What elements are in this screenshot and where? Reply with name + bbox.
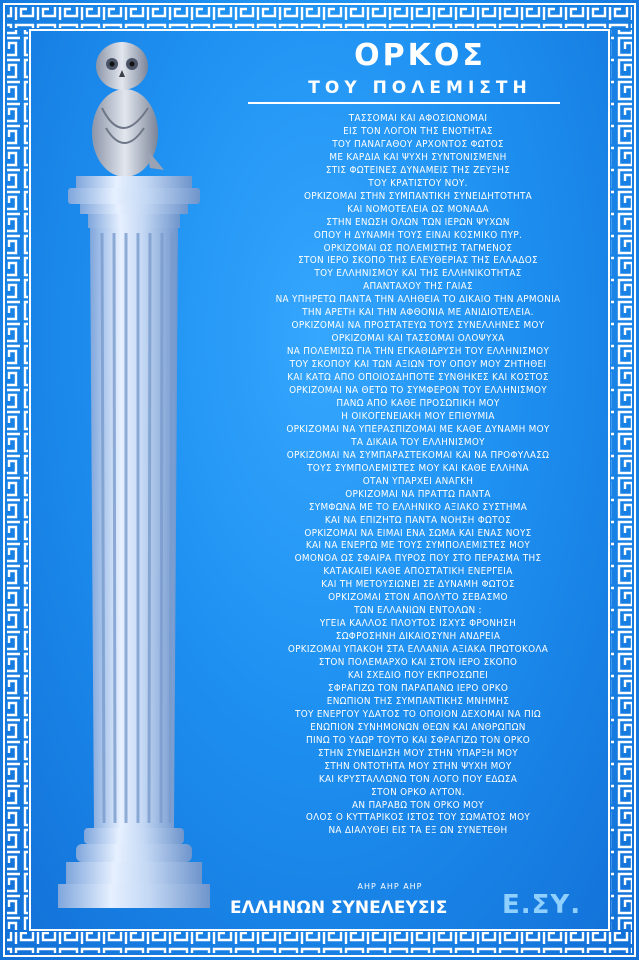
oath-line: ΣΦΡΑΓΙΖΩ ΤΟΝ ΠΑΡΑΠΑΝΩ ΙΕΡΟ ΟΡΚΟ xyxy=(327,682,509,694)
oath-line: ΤΟΥΣ ΣΥΜΠΟΛΕΜΙΣΤΕΣ ΜΟΥ ΚΑΙ ΚΑΘΕ ΕΛΛΗΝΑ xyxy=(307,462,529,474)
oath-line: ΝΑ ΠΟΛΕΜΙΣΩ ΓΙΑ ΤΗΝ ΕΓΚΑΘΙΔΡΥΣΗ ΤΟΥ ΕΛΛΗΝΙΣΜΟΥ xyxy=(286,346,550,358)
oath-line: ΥΓΕΙΑ ΚΑΛΛΟΣ ΠΛΟΥΤΟΣ ΙΣΧΥΣ ΦΡΟΝΗΣΗ xyxy=(319,618,517,630)
oath-line: ΚΑΙ ΝΑ ΕΠΙΖΗΤΩ ΠΑΝΤΑ ΝΟΗΣΗ ΦΩΤΟΣ xyxy=(324,514,512,526)
oath-line: ΟΡΚΙΖΟΜΑΙ ΝΑ ΥΠΕΡΑΣΠΙΖΟΜΑΙ ΜΕ ΚΑΘΕ ΔΥΝΑΜΗ ΜΟΥ xyxy=(286,423,550,435)
oath-line: ΚΑΙ ΤΗ ΜΕΤΟΥΣΙΩΝΕΙ ΣΕ ΔΥΝΑΜΗ ΦΩΤΟΣ xyxy=(321,579,515,591)
oath-line: ΚΑΙ ΝΑ ΕΝΕΡΓΩ ΜΕ ΤΟΥΣ ΣΥΜΠΟΛΕΜΙΣΤΕΣ ΜΟΥ xyxy=(305,540,531,552)
oath-line: ΑΝ ΠΑΡΑΒΩ ΤΟΝ ΟΡΚΟ ΜΟΥ xyxy=(352,799,484,811)
oath-line: ΤΑΣΣΟΜΑΙ ΚΑΙ ΑΦΟΣΙΩΝΟΜΑΙ xyxy=(348,113,488,124)
oath-line: ΟΡΚΙΖΟΜΑΙ ΚΑΙ ΤΑΣΣΟΜΑΙ ΟΛΟΨΥΧΑ xyxy=(331,333,505,345)
oath-line: ΜΕ ΚΑΡΔΙΑ ΚΑΙ ΨΥΧΗ ΣΥΝΤΟΝΙΣΜΕΝΗ xyxy=(329,151,507,163)
owl-statue xyxy=(92,42,164,177)
oath-text xyxy=(208,113,628,838)
oath-line: ΟΡΚΙΖΟΜΑΙ ΣΤΗΝ ΣΥΜΠΑΝΤΙΚΗ ΣΥΝΕΙΔΗΤΟΤΗΤΑ xyxy=(303,190,533,202)
oath-line: ΣΤΟΝ ΟΡΚΟ ΑΥΤΟΝ. xyxy=(371,786,465,798)
oath-line: ΟΡΚΙΖΟΜΑΙ ΣΤΟΝ ΑΠΟΛΥΤΟ ΣΕΒΑΣΜΟ xyxy=(328,592,508,604)
oath-line: ΤΟΥ ΣΚΟΠΟΥ ΚΑΙ ΤΩΝ ΑΞΙΩΝ ΤΟΥ ΟΠΟΥ ΜΟΥ ΖΗΤΗΘΕΙ xyxy=(289,359,547,371)
subtitle-underline xyxy=(248,102,560,104)
oath-line: ΕΝΩΠΙΟΝ ΤΗΣ ΣΥΜΠΑΝΤΙΚΗΣ ΜΝΗΜΗΣ xyxy=(326,695,510,707)
oath-line: Η ΟΙΚΟΓΕΝΕΙΑΚΗ ΜΟΥ ΕΠΙΘΥΜΙΑ xyxy=(341,410,495,422)
oath-line: ΚΑΙ ΣΧΕΔΙΟ ΠΟΥ ΕΚΠΡΟΣΩΠΕΙ xyxy=(347,669,489,681)
oath-line: ΟΠΟΥ Η ΔΥΝΑΜΗ ΤΟΥΣ ΕΙΝΑΙ ΚΟΣΜΙΚΟ ΠΥΡ. xyxy=(313,229,523,241)
oath-line: ΚΑΙ ΚΑΤΩ ΑΠΟ ΟΠΟΙΟΣΔΗΠΟΤΕ ΣΥΝΘΗΚΕΣ ΚΑΙ ΚΟΣΤΟΣ xyxy=(287,372,549,384)
oath-line: ΟΡΚΙΖΟΜΑΙ ΝΑ ΘΕΤΩ ΤΟ ΣΥΜΦΕΡΟΝ ΤΟΥ ΕΛΛΗΝΙΣΜΟΥ xyxy=(289,385,547,397)
oath-line: ΤΟΥ ΕΛΛΗΝΙΣΜΟΥ ΚΑΙ ΤΗΣ ΕΛΛΗΝΙΚΟΤΗΤΑΣ xyxy=(314,268,522,280)
oath-line: ΟΛΟΣ Ο ΚΥΤΤΑΡΙΚΟΣ ΙΣΤΟΣ ΤΟΥ ΣΩΜΑΤΟΣ ΜΟΥ xyxy=(305,812,531,824)
oath-line: ΟΡΚΙΖΟΜΑΙ ΝΑ ΠΡΟΣΤΑΤΕΥΩ ΤΟΥΣ ΣΥΝΕΛΛΗΝΕΣ ΜΟΥ xyxy=(291,320,545,332)
amen-line: ΑΗΡ ΑΗΡ ΑΗΡ xyxy=(357,882,423,891)
oath-line: ΕΝΩΠΙΟΝ ΣΥΝΗΜΟΝΩΝ ΘΕΩΝ ΚΑΙ ΑΝΘΡΩΠΩΝ xyxy=(310,721,526,733)
oath-line: ΟΡΚΙΖΟΜΑΙ ΩΣ ΠΟΛΕΜΙΣΤΗΣ ΤΑΓΜΕΝΟΣ xyxy=(323,242,513,254)
poster-subtitle: ΤΟΥ ΠΟΛΕΜΙΣΤΗ xyxy=(308,78,532,98)
oath-line: ΣΩΦΡΟΣΗΝΗ ΔΙΚΑΙΟΣΥΝΗ ΑΝΔΡΕΙΑ xyxy=(335,631,501,643)
oath-line: ΟΡΚΙΖΟΜΑΙ ΝΑ ΕΙΜΑΙ ΕΝΑ ΣΩΜΑ ΚΑΙ ΕΝΑΣ ΝΟΥΣ xyxy=(304,527,532,539)
oath-line: ΠΑΝΩ ΑΠΟ ΚΑΘΕ ΠΡΟΣΩΠΙΚΗ ΜΟΥ xyxy=(336,397,500,409)
oath-line: ΤΑ ΔΙΚΑΙΑ ΤΟΥ ΕΛΛΗΝΙΣΜΟΥ xyxy=(351,436,485,448)
oath-line: ΑΠΑΝΤΑΧΟΥ ΤΗΣ ΓΑΙΑΣ xyxy=(363,281,473,293)
oath-line: ΚΑΙ ΚΡΥΣΤΑΛΛΩΝΩ ΤΟΝ ΛΟΓΟ ΠΟΥ ΕΔΩΣΑ xyxy=(318,773,518,785)
oath-line: ΝΑ ΔΙΑΛΥΘΕΙ ΕΙΣ ΤΑ ΕΞ ΩΝ ΣΥΝΕΤΕΘΗ xyxy=(328,825,508,837)
signature: ΕΛΛΗΝΩΝ ΣΥΝΕΛΕΥΣΙΣ xyxy=(230,898,448,918)
oath-line: ΤΗΝ ΑΡΕΤΗ ΚΑΙ ΤΗΝ ΑΦΘΟΝΙΑ ΜΕ ΑΝΙΔΙΟΤΕΛΕΙΑ. xyxy=(302,307,534,319)
oath-line: ΝΑ ΥΠΗΡΕΤΩ ΠΑΝΤΑ ΤΗΝ ΑΛΗΘΕΙΑ ΤΟ ΔΙΚΑΙΟ ΤΗΝ ΑΡΜΟΝΙΑ xyxy=(275,294,561,306)
oath-line: ΟΤΑΝ ΥΠΑΡΧΕΙ ΑΝΑΓΚΗ xyxy=(362,475,474,487)
oath-line: ΚΑΙ ΝΟΜΟΤΕΛΕΙΑ ΩΣ ΜΟΝΑΔΑ xyxy=(347,203,489,215)
ionic-column xyxy=(50,28,210,918)
oath-line: ΟΡΚΙΖΟΜΑΙ ΥΠΑΚΟΗ ΣΤΑ ΕΛΛΑΝΙΑ ΑΞΙΑΚΑ ΠΡΩΤΟΚΟΛΑ xyxy=(287,644,549,656)
oath-line: ΤΟΥ ΠΑΝΑΓΑΘΟΥ ΑΡΧΟΝΤΟΣ ΦΩΤΟΣ xyxy=(332,138,504,150)
oath-line: ΟΡΚΙΖΟΜΑΙ ΝΑ ΣΥΜΠΑΡΑΣΤΕΚΟΜΑΙ ΚΑΙ ΝΑ ΠΡΟΦΥΛΑΣΩ xyxy=(286,449,550,461)
oath-line: ΣΤΙΣ ΦΩΤΕΙΝΕΣ ΔΥΝΑΜΕΙΣ ΤΗΣ ΖΕΥΞΗΣ xyxy=(325,164,511,176)
oath-line: ΣΤΗΝ ΣΥΝΕΙΔΗΣΗ ΜΟΥ ΣΤΗΝ ΥΠΑΡΞΗ ΜΟΥ xyxy=(318,747,518,759)
oath-line: ΟΜΟΝΟΑ ΩΣ ΣΦΑΙΡΑ ΠΥΡΟΣ ΠΟΥ ΣΤΟ ΠΕΡΑΣΜΑ ΤΗΣ xyxy=(294,553,542,565)
oath-line: ΤΩΝ ΕΛΛΑΝΙΩΝ ΕΝΤΟΛΩΝ : xyxy=(354,605,482,617)
oath-line: ΠΙΝΩ ΤΟ ΥΔΩΡ ΤΟΥΤΟ ΚΑΙ ΣΦΡΑΓΙΖΩ ΤΟΝ ΟΡΚΟ xyxy=(305,734,531,746)
oath-line: ΣΤΟΝ ΙΕΡΟ ΣΚΟΠΟ ΤΗΣ ΕΛΕΥΘΕΡΙΑΣ ΤΗΣ ΕΛΛΑΔΟΣ xyxy=(298,255,538,267)
oath-line: ΚΑΤΑΚΑΙΕΙ ΚΑΘΕ ΑΠΟΣΤΑΤΙΚΗ ΕΝΕΡΓΕΙΑ xyxy=(323,566,513,578)
oath-line: ΣΥΜΦΩΝΑ ΜΕ ΤΟ ΕΛΛΗΝΙΚΟ ΑΞΙΑΚΟ ΣΥΣΤΗΜΑ xyxy=(308,501,528,513)
oath-line: ΣΤΗΝ ΟΝΤΟΤΗΤΑ ΜΟΥ ΣΤΗΝ ΨΥΧΗ ΜΟΥ xyxy=(324,760,512,772)
oath-line: ΕΙΣ ΤΟΝ ΛΟΓΟΝ ΤΗΣ ΕΝΟΤΗΤΑΣ xyxy=(343,125,493,137)
organization-logo: Ε.ΣΥ. xyxy=(502,890,582,920)
poster-title: ΟΡΚΟΣ xyxy=(354,38,486,73)
oath-line: ΣΤΟΝ ΠΟΛΕΜΑΡΧΟ ΚΑΙ ΣΤΟΝ ΙΕΡΟ ΣΚΟΠΟ xyxy=(318,657,518,669)
oath-line: ΟΡΚΙΖΟΜΑΙ ΝΑ ΠΡΑΤΤΩ ΠΑΝΤΑ xyxy=(345,488,491,500)
oath-line: ΣΤΗΝ ΕΝΩΣΗ ΟΛΩΝ ΤΩΝ ΙΕΡΩΝ ΨΥΧΩΝ xyxy=(326,216,510,228)
oath-line: ΤΟΥ ΚΡΑΤΙΣΤΟΥ ΝΟΥ. xyxy=(368,177,468,189)
oath-line: ΤΟΥ ΕΝΕΡΓΟΥ ΥΔΑΤΟΣ ΤΟ ΟΠΟΙΟΝ ΔΕΧΟΜΑΙ ΝΑ ΠΙΩ xyxy=(295,708,541,720)
